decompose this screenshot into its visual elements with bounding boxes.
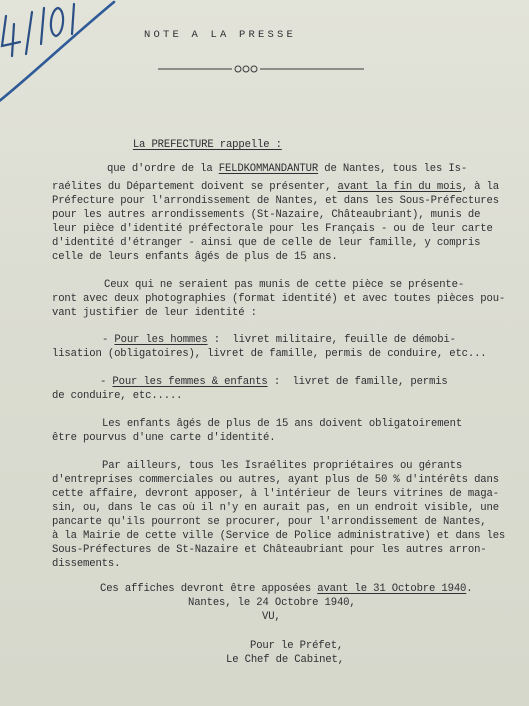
text-line xyxy=(52,488,499,500)
text-line xyxy=(52,223,493,235)
text-line xyxy=(107,163,467,175)
underlined-text: Pour les hommes xyxy=(114,334,208,346)
text-line xyxy=(102,334,456,346)
line-text: celle de leurs enfants âgés de plus de 15 ans. xyxy=(52,251,338,263)
line-text: lisation (obligatoires), livret de famille, permis de conduire, etc... xyxy=(52,348,487,360)
underlined-text: FELDKOMMANDANTUR xyxy=(218,163,319,175)
text-line xyxy=(226,654,344,666)
line-text: ront avec deux photographies (format identité) et avec toutes pièces pou- xyxy=(52,293,506,305)
line-text: - xyxy=(100,376,113,388)
line-text: raélites du Département doivent se présenter, xyxy=(52,181,338,193)
text-line xyxy=(52,237,480,249)
text-line xyxy=(52,307,257,319)
text-line xyxy=(100,376,448,388)
text-line xyxy=(52,432,275,444)
page-title: NOTE A LA PRESSE xyxy=(144,29,297,41)
line-text: de conduire, etc..... xyxy=(52,390,183,402)
underlined-text: avant la fin du mois xyxy=(337,181,462,193)
line-text: , à la xyxy=(461,181,499,193)
line-text: leur pièce d'identité préfectorale pour les Français - ou de leur carte xyxy=(52,223,493,235)
text-line xyxy=(52,502,499,514)
line-text: . xyxy=(466,583,473,595)
line-text: Ces affiches devront être apposées xyxy=(100,583,318,595)
line-text: Par ailleurs, tous les Israélites propriétaires ou gérants xyxy=(102,460,463,472)
line-text: à la Mairie de cette ville (Service de Police administrative) et dans les xyxy=(52,530,506,542)
line-text: dissements. xyxy=(52,558,121,570)
text-line xyxy=(52,293,505,305)
line-text: de Nantes, tous les Is- xyxy=(318,163,468,175)
line-text: Ceux qui ne seraient pas munis de cette pièce se présente- xyxy=(104,279,465,291)
text-line xyxy=(102,418,462,430)
text-line xyxy=(100,583,472,595)
text-line xyxy=(52,530,505,542)
text-line xyxy=(188,597,356,609)
text-line xyxy=(104,279,464,291)
line-text: vant justifier de leur identité : xyxy=(52,307,257,319)
section-heading xyxy=(108,127,282,163)
title-ornament xyxy=(158,63,364,75)
text-line xyxy=(52,390,182,402)
line-text: : livret de famille, permis xyxy=(267,376,448,388)
line-text: VU, xyxy=(262,611,281,623)
text-line xyxy=(52,516,487,528)
line-text: Le Chef de Cabinet, xyxy=(226,654,344,666)
text-line xyxy=(52,181,499,193)
line-text: - xyxy=(102,334,115,346)
text-line xyxy=(52,195,499,207)
line-text: d'entreprises commerciales ou autres, ayant plus de 50 % d'intérêts dans xyxy=(52,474,499,486)
line-text: : livret militaire, feuille de démobi- xyxy=(207,334,456,346)
underlined-text: Pour les femmes & enfants xyxy=(112,376,268,388)
line-text: Pour le Préfet, xyxy=(250,640,344,652)
text-line xyxy=(52,348,487,360)
underlined-text: avant le 31 Octobre 1940 xyxy=(317,583,467,595)
text-line xyxy=(52,251,338,263)
line-text: Nantes, le 24 Octobre 1940, xyxy=(188,597,356,609)
line-text: pour les autres arrondissements (St-Nazaire, Châteaubriant), munis de xyxy=(52,209,481,221)
text-line xyxy=(102,460,462,472)
text-line xyxy=(52,474,499,486)
text-line xyxy=(52,558,120,570)
line-text: pancarte qu'ils pourront se procurer, pour l'arrondissement de Nantes, xyxy=(52,516,487,528)
text-line xyxy=(250,640,343,652)
heading-text: La PREFECTURE rappelle : xyxy=(132,139,282,151)
line-text: cette affaire, devront apposer, à l'intérieur de leurs vitrines de maga- xyxy=(52,488,499,500)
line-text: sin, ou, dans le cas où il n'y en aurait pas, en un endroit visible, une xyxy=(52,502,499,514)
text-line xyxy=(52,209,480,221)
line-text: Sous-Préfectures de St-Nazaire et Châteaubriant pour les autres arron- xyxy=(52,544,487,556)
line-text: d'identité d'étranger - ainsi que de celle de leur famille, y compris xyxy=(52,237,481,249)
handwritten-reference xyxy=(0,0,126,104)
line-text: Les enfants âgés de plus de 15 ans doivent obligatoirement xyxy=(102,418,463,430)
text-line xyxy=(52,544,487,556)
line-text: Préfecture pour l'arrondissement de Nantes, et dans les Sous-Préfectures xyxy=(52,195,499,207)
text-line xyxy=(262,611,281,623)
line-text: que d'ordre de la xyxy=(107,163,219,175)
line-text: être pourvus d'une carte d'identité. xyxy=(52,432,276,444)
